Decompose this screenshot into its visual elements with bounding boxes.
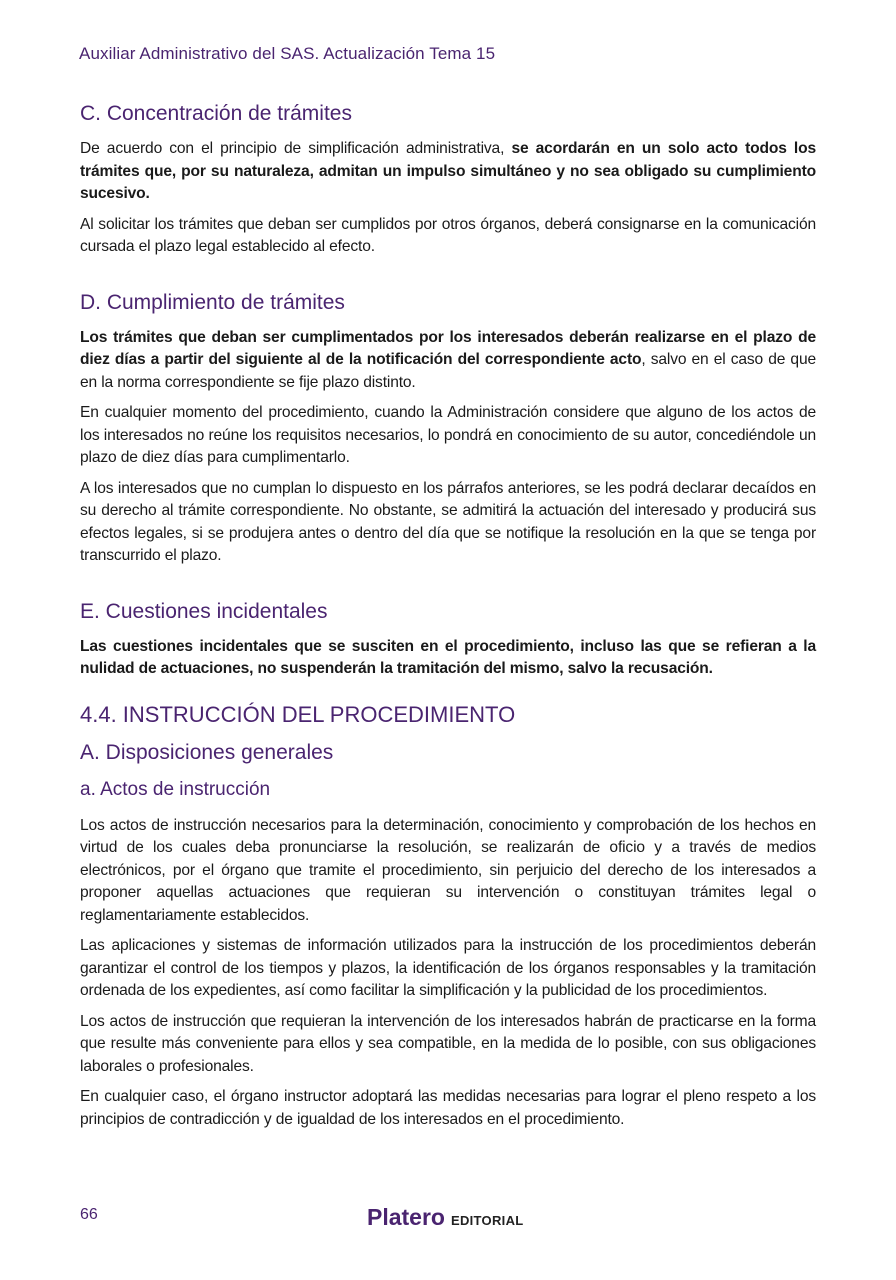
text: Al solicitar los trámites que deban ser cumplidos por otros órganos, deberá consignarse en la comunicación cursada el plazo legal establecido al efecto.: [80, 215, 816, 255]
bold-text: se acordarán en un solo acto todos los trámites que, por su naturaleza, admitan un impulso simultáneo y no sea obligado su cumplimiento sucesivo.: [80, 140, 816, 202]
text: Los actos de instrucción necesarios para la determinación, conocimiento y comprobación de los hechos en virtud de los cuales deba pronunciarse la resolución, se realizarán de oficio y a través de medios electrónicos, por el órgano que tramite el procedimiento, sin perjuicio del derecho de los interesados a proponer aquellas actuaciones que requieran su intervención o constituyan trámites legal o reglamentariamente establecidos.: [80, 816, 816, 924]
running-header: Auxiliar Administrativo del SAS. Actualización Tema 15: [79, 44, 496, 63]
bold-text: Los trámites que deban ser cumplimentados por los interesados deberán realizarse en el plazo de diez días a partir del siguiente al de la notificación del correspondiente acto: [80, 328, 816, 368]
chapter-heading: 4.4. INSTRUCCIÓN DEL PROCEDIMIENTO: [80, 701, 516, 727]
section-heading: E. Cuestiones incidentales: [80, 599, 328, 623]
page-footer: [80, 1204, 816, 1234]
page-number: 66: [80, 1206, 98, 1223]
text: A los interesados que no cumplan lo dispuesto en los párrafos anteriores, se les podrá declarar decaídos en su derecho al trámite correspondiente. No obstante, se admitirá la actuación del interesado y producirá sus efectos legales, si se produjera antes o dentro del día que se notifique la resolución en la que se tenga por transcurrido el plazo.: [80, 479, 816, 564]
subheading: A. Disposiciones generales: [80, 740, 334, 764]
paragraphs: [80, 327, 816, 568]
brand-name: Platero: [367, 1204, 445, 1230]
section-e: [80, 598, 816, 681]
brand-sub: EDITORIAL: [450, 1213, 524, 1228]
paragraphs: [80, 138, 816, 259]
section-heading: D. Cumplimiento de trámites: [80, 290, 345, 314]
section-d: [80, 289, 816, 568]
paragraph: [80, 636, 816, 681]
paragraph: [80, 402, 816, 470]
page-content: [80, 100, 816, 1161]
paragraph: [80, 815, 816, 928]
subsubheading: a. Actos de instrucción: [80, 778, 271, 800]
paragraph: [80, 138, 816, 206]
bold-text: Las cuestiones incidentales que se susciten en el procedimiento, incluso las que se refieran a la nulidad de actuaciones, no suspenderán la tramitación del mismo, salvo la recusación.: [80, 637, 816, 677]
paragraphs: [80, 815, 816, 1132]
text: , salvo en el caso de que en la norma correspondiente se fije plazo distinto.: [80, 351, 816, 391]
section-heading: C. Concentración de trámites: [80, 102, 352, 125]
publisher-logo: [367, 1204, 524, 1231]
text: En cualquier caso, el órgano instructor adoptará las medidas necesarias para lograr el pleno respeto a los principios de contradicción y de igualdad de los interesados en el procedimiento.: [80, 1088, 816, 1128]
text: Las aplicaciones y sistemas de información utilizados para la instrucción de los procedimientos deberán garantizar el control de los tiempos y plazos, la identificación de los órganos responsables y la tramitación ordenada de los expedientes, así como facilitar la simplificación y la publicidad de los procedimientos.: [80, 937, 816, 999]
text: Los actos de instrucción que requieran la intervención de los interesados habrán de practicarse en la forma que resulte más conveniente para ellos y sea compatible, en la medida de lo posible, con sus obligaciones laborales o profesionales.: [80, 1012, 816, 1075]
text: En cualquier momento del procedimiento, cuando la Administración considere que alguno de los actos de los interesados no reúne los requisitos necesarios, lo pondrá en conocimiento de su autor, concediéndole un plazo de diez días para cumplimentarlo.: [80, 404, 816, 466]
paragraph: [80, 935, 816, 1003]
paragraph: [80, 214, 816, 259]
section-c: [80, 100, 816, 259]
paragraph: [80, 1086, 816, 1131]
text: De acuerdo con el principio de simplificación administrativa,: [80, 140, 512, 157]
paragraph: [80, 478, 816, 568]
chapter-instruccion: [80, 701, 816, 1132]
paragraph: [80, 327, 816, 395]
paragraphs: [80, 636, 816, 681]
paragraph: [80, 1011, 816, 1079]
